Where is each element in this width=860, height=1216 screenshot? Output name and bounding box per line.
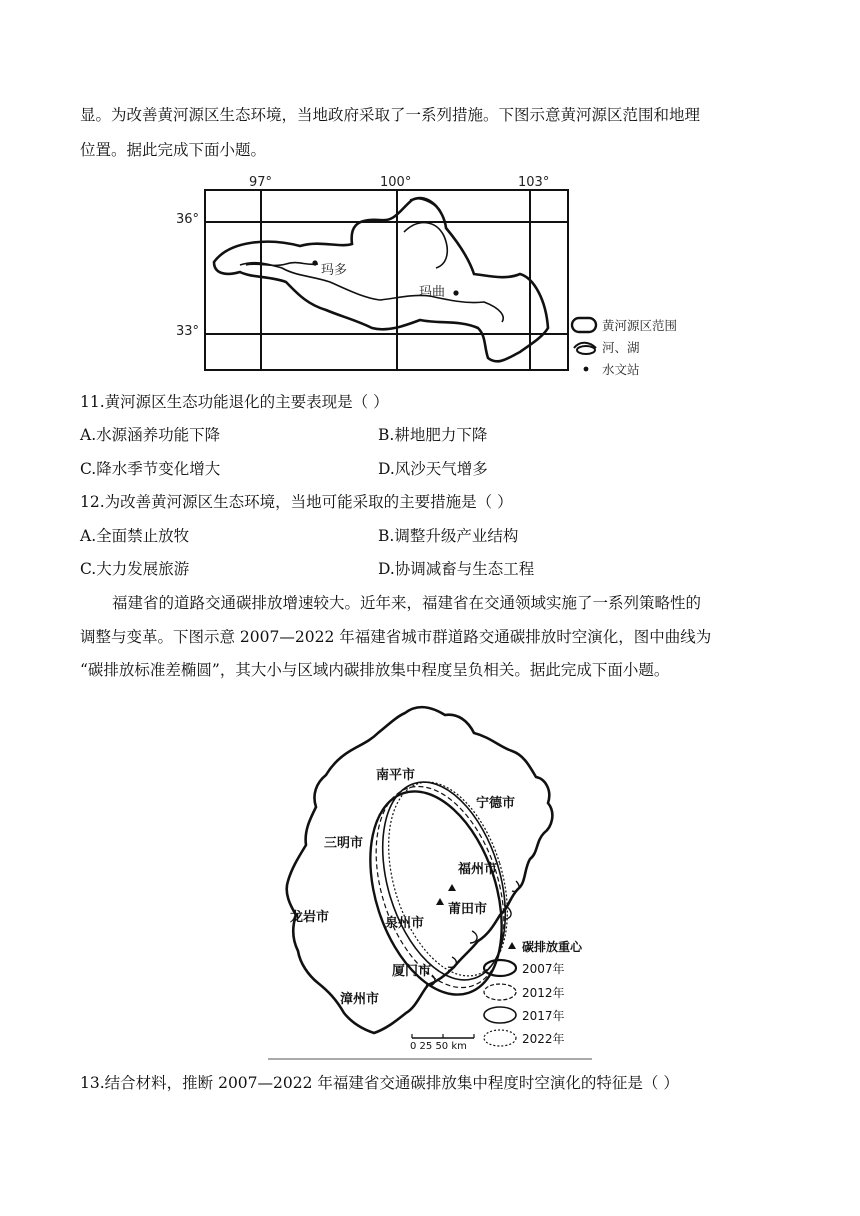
fujian-carbon-map [0, 695, 860, 1065]
lon-label-100: 100° [380, 175, 412, 190]
lon-label-103: 103° [518, 175, 550, 190]
q12-option-a: A.全面禁止放牧 [80, 527, 190, 545]
q11-option-c: C.降水季节变化增大 [80, 460, 221, 478]
legend-2007: 2007年 [522, 962, 565, 976]
legend-2012: 2012年 [522, 986, 565, 1000]
city-longyan: 龙岩市 [290, 910, 330, 925]
maqu-station [453, 290, 458, 295]
place-maduo: 玛多 [321, 263, 348, 278]
intro-line-1: 显。为改善黄河源区生态环境，当地政府采取了一系列措施。下图示意黄河源区范围和地理 [80, 106, 701, 124]
q12-stem: 12.为改善黄河源区生态环境，当地可能采取的主要措施是（ ） [80, 493, 513, 511]
q11-stem: 11.黄河源区生态功能退化的主要表现是（ ） [80, 393, 389, 411]
city-nanping: 南平市 [376, 768, 416, 783]
passage2-line-3: “碳排放标准差椭圆”，其大小与区域内碳排放集中程度呈负相关。据此完成下面小题。 [80, 661, 670, 679]
legend-station: 水文站 [602, 362, 640, 377]
map-frame [205, 190, 568, 370]
maduo-station [312, 260, 317, 265]
legend-range: 黄河源区范围 [602, 318, 678, 333]
city-xiamen: 厦门市 [392, 964, 432, 979]
fujian-province-outline [287, 707, 553, 1033]
q11-option-b: B.耕地肥力下降 [378, 426, 488, 444]
yellow-river-source-map [0, 170, 860, 380]
passage2-line-1: 福建省的道路交通碳排放增速较大。近年来，福建省在交通领域实施了一系列策略性的 [112, 594, 702, 612]
q13-stem: 13.结合材料，推断 2007—2022 年福建省交通碳排放集中程度时空演化的特征是（ ） [80, 1074, 679, 1092]
legend-2017: 2017年 [522, 1009, 565, 1023]
legend-2022: 2022年 [522, 1032, 565, 1046]
lat-label-33: 33° [176, 324, 200, 339]
intro-line-2: 位置。据此完成下面小题。 [80, 141, 267, 159]
lon-label-97: 97° [249, 175, 273, 190]
scale-bar-label: 0 25 50 km [410, 1041, 467, 1052]
city-sanming: 三明市 [324, 836, 364, 851]
q12-option-b: B.调整升级产业结构 [378, 527, 519, 545]
city-fuzhou: 福州市 [458, 862, 498, 877]
city-ningde: 宁德市 [476, 796, 516, 811]
q11-option-d: D.风沙天气增多 [378, 460, 488, 478]
city-quanzhou: 泉州市 [385, 916, 425, 931]
passage2-line-2: 调整与变革。下图示意 2007—2022 年福建省城市群道路交通碳排放时空演化，图中曲线为 [80, 628, 712, 646]
legend-center: 碳排放重心 [522, 940, 583, 954]
legend-river-lake: 河、湖 [602, 340, 640, 355]
q12-option-d: D.协调减畜与生态工程 [378, 560, 535, 578]
q12-option-c: C.大力发展旅游 [80, 560, 190, 578]
lat-label-36: 36° [176, 212, 200, 227]
place-maqu: 玛曲 [419, 285, 446, 300]
q11-option-a: A.水源涵养功能下降 [80, 426, 221, 444]
city-putian: 莆田市 [448, 902, 488, 917]
city-zhangzhou: 漳州市 [340, 992, 380, 1007]
